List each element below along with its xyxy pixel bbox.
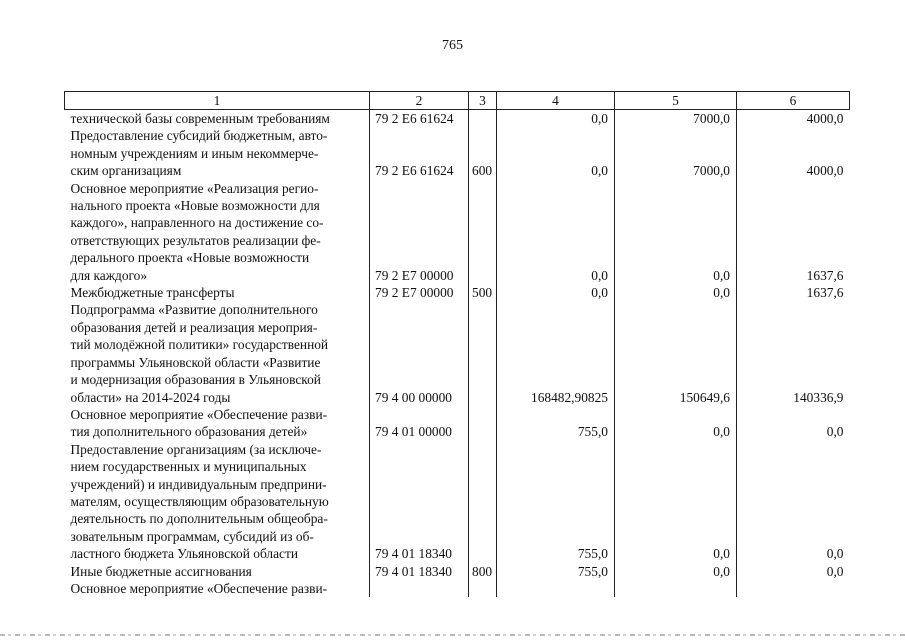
- table-row: [65, 284, 850, 301]
- amount-col6-cell: 4000,0: [737, 127, 850, 179]
- target-article-cell: 79 2 Е6 61624: [370, 127, 469, 179]
- table-row: [65, 580, 850, 597]
- amount-col6-cell: 4000,0: [737, 110, 850, 128]
- amount-col6-cell: 140336,9: [737, 301, 850, 405]
- row-name-line: деятельность по дополнительным общеобра-: [70, 511, 328, 527]
- page-number: 765: [442, 38, 463, 53]
- row-name-line: ским организациям: [70, 163, 182, 179]
- amount-col5-cell: 0,0: [615, 180, 737, 284]
- row-name-cell: [65, 284, 370, 301]
- row-name-line: каждого», направленного на достижение со-: [70, 215, 324, 231]
- amount-col5-cell: [615, 580, 737, 597]
- row-name-line: технической базы современным требованиям: [70, 111, 330, 126]
- expense-type-cell: [469, 110, 497, 128]
- row-name-line: нием государственных и муниципальных: [70, 459, 307, 475]
- table-row: [65, 441, 850, 563]
- expense-type-cell: [469, 441, 497, 563]
- row-name-cell: [65, 127, 370, 179]
- amount-col5-cell: 0,0: [615, 284, 737, 301]
- table-row: [65, 301, 850, 405]
- row-name-cell: [65, 441, 370, 563]
- row-name-line: Предоставление субсидий бюджетным, авто-: [70, 128, 328, 144]
- target-article-cell: 79 4 01 00000: [370, 406, 469, 441]
- amount-col5-cell: 7000,0: [615, 110, 737, 128]
- row-name-line: тий молодёжной политики» государственной: [70, 337, 329, 353]
- target-article-cell: 79 2 Е7 00000: [370, 284, 469, 301]
- row-name-line: Межбюджетные трансферты: [70, 285, 235, 301]
- target-article-cell: 79 4 01 18340: [370, 563, 469, 580]
- amount-col4-cell: 0,0: [497, 284, 615, 301]
- row-name-line: ластного бюджета Ульяновской области: [70, 546, 299, 562]
- amount-col4-cell: 0,0: [497, 180, 615, 284]
- amount-col6-cell: 0,0: [737, 441, 850, 563]
- expense-type-cell: 600: [469, 127, 497, 179]
- amount-col4-cell: 755,0: [497, 406, 615, 441]
- row-name-line: Предоставление организациям (за исключе-: [70, 441, 322, 457]
- row-name-line: Основное мероприятие «Обеспечение разви-: [70, 406, 328, 422]
- amount-col6-cell: 0,0: [737, 563, 850, 580]
- expense-type-cell: [469, 180, 497, 284]
- row-name-cell: [65, 563, 370, 580]
- column-header-2: 2: [370, 92, 469, 110]
- column-numbers-row: [65, 92, 850, 110]
- row-name-line: для каждого»: [70, 267, 148, 283]
- amount-col4-cell: [497, 580, 615, 597]
- column-header-1: 1: [65, 92, 370, 110]
- row-name-line: образования детей и реализация мероприя-: [70, 319, 318, 335]
- amount-col5-cell: 150649,6: [615, 301, 737, 405]
- target-article-cell: [370, 580, 469, 597]
- row-name-line: номным учреждениям и иным некоммерче-: [70, 145, 319, 161]
- table-row: [65, 127, 850, 179]
- expense-type-cell: [469, 580, 497, 597]
- budget-table: [64, 91, 850, 597]
- amount-col4-cell: 0,0: [497, 110, 615, 128]
- row-name-line: области» на 2014-2024 годы: [70, 389, 231, 405]
- row-name-line: Подпрограмма «Развитие дополнительного: [70, 302, 318, 318]
- column-header-6: 6: [737, 92, 850, 110]
- amount-col5-cell: 0,0: [615, 406, 737, 441]
- expense-type-cell: 500: [469, 284, 497, 301]
- target-article-cell: 79 2 Е6 61624: [370, 110, 469, 128]
- row-name-line: тия дополнительного образования детей»: [70, 424, 308, 440]
- row-name-cell: [65, 406, 370, 441]
- column-header-3: 3: [469, 92, 497, 110]
- target-article-cell: 79 4 00 00000: [370, 301, 469, 405]
- scan-edge-artifact: [0, 634, 905, 636]
- expense-type-cell: 800: [469, 563, 497, 580]
- row-name-line: Иные бюджетные ассигнования: [70, 563, 252, 579]
- row-name-line: дерального проекта «Новые возможности: [70, 250, 310, 266]
- amount-col6-cell: 0,0: [737, 406, 850, 441]
- row-name-cell: [65, 180, 370, 284]
- amount-col6-cell: 1637,6: [737, 180, 850, 284]
- table-row: [65, 563, 850, 580]
- row-name-line: и модернизация образования в Ульяновской: [70, 372, 321, 388]
- row-name-line: программы Ульяновской области «Развитие: [70, 354, 321, 370]
- row-name-line: нального проекта «Новые возможности для: [70, 198, 320, 214]
- row-name-line: Основное мероприятие «Реализация регио-: [70, 180, 319, 196]
- row-name-line: Основное мероприятие «Обеспечение разви-: [70, 580, 328, 596]
- table-row: [65, 406, 850, 441]
- row-name-line: ответствующих результатов реализации фе-: [70, 232, 321, 248]
- amount-col4-cell: 755,0: [497, 441, 615, 563]
- target-article-cell: 79 2 Е7 00000: [370, 180, 469, 284]
- row-name-cell: [65, 580, 370, 597]
- table-row: [65, 110, 850, 128]
- row-name-line: учреждений) и индивидуальным предприни-: [70, 476, 327, 492]
- amount-col4-cell: 755,0: [497, 563, 615, 580]
- row-name-line: мателям, осуществляющим образовательную: [70, 493, 329, 509]
- amount-col5-cell: 7000,0: [615, 127, 737, 179]
- table-row: [65, 180, 850, 284]
- row-name-line: зовательным программам, субсидий из об-: [70, 528, 314, 544]
- amount-col5-cell: 0,0: [615, 441, 737, 563]
- amount-col6-cell: [737, 580, 850, 597]
- row-name-cell: [65, 110, 370, 128]
- column-header-5: 5: [615, 92, 737, 110]
- row-name-cell: [65, 301, 370, 405]
- amount-col4-cell: 0,0: [497, 127, 615, 179]
- expense-type-cell: [469, 301, 497, 405]
- amount-col5-cell: 0,0: [615, 563, 737, 580]
- target-article-cell: 79 4 01 18340: [370, 441, 469, 563]
- column-header-4: 4: [497, 92, 615, 110]
- amount-col6-cell: 1637,6: [737, 284, 850, 301]
- amount-col4-cell: 168482,90825: [497, 301, 615, 405]
- expense-type-cell: [469, 406, 497, 441]
- table-body: [65, 110, 850, 598]
